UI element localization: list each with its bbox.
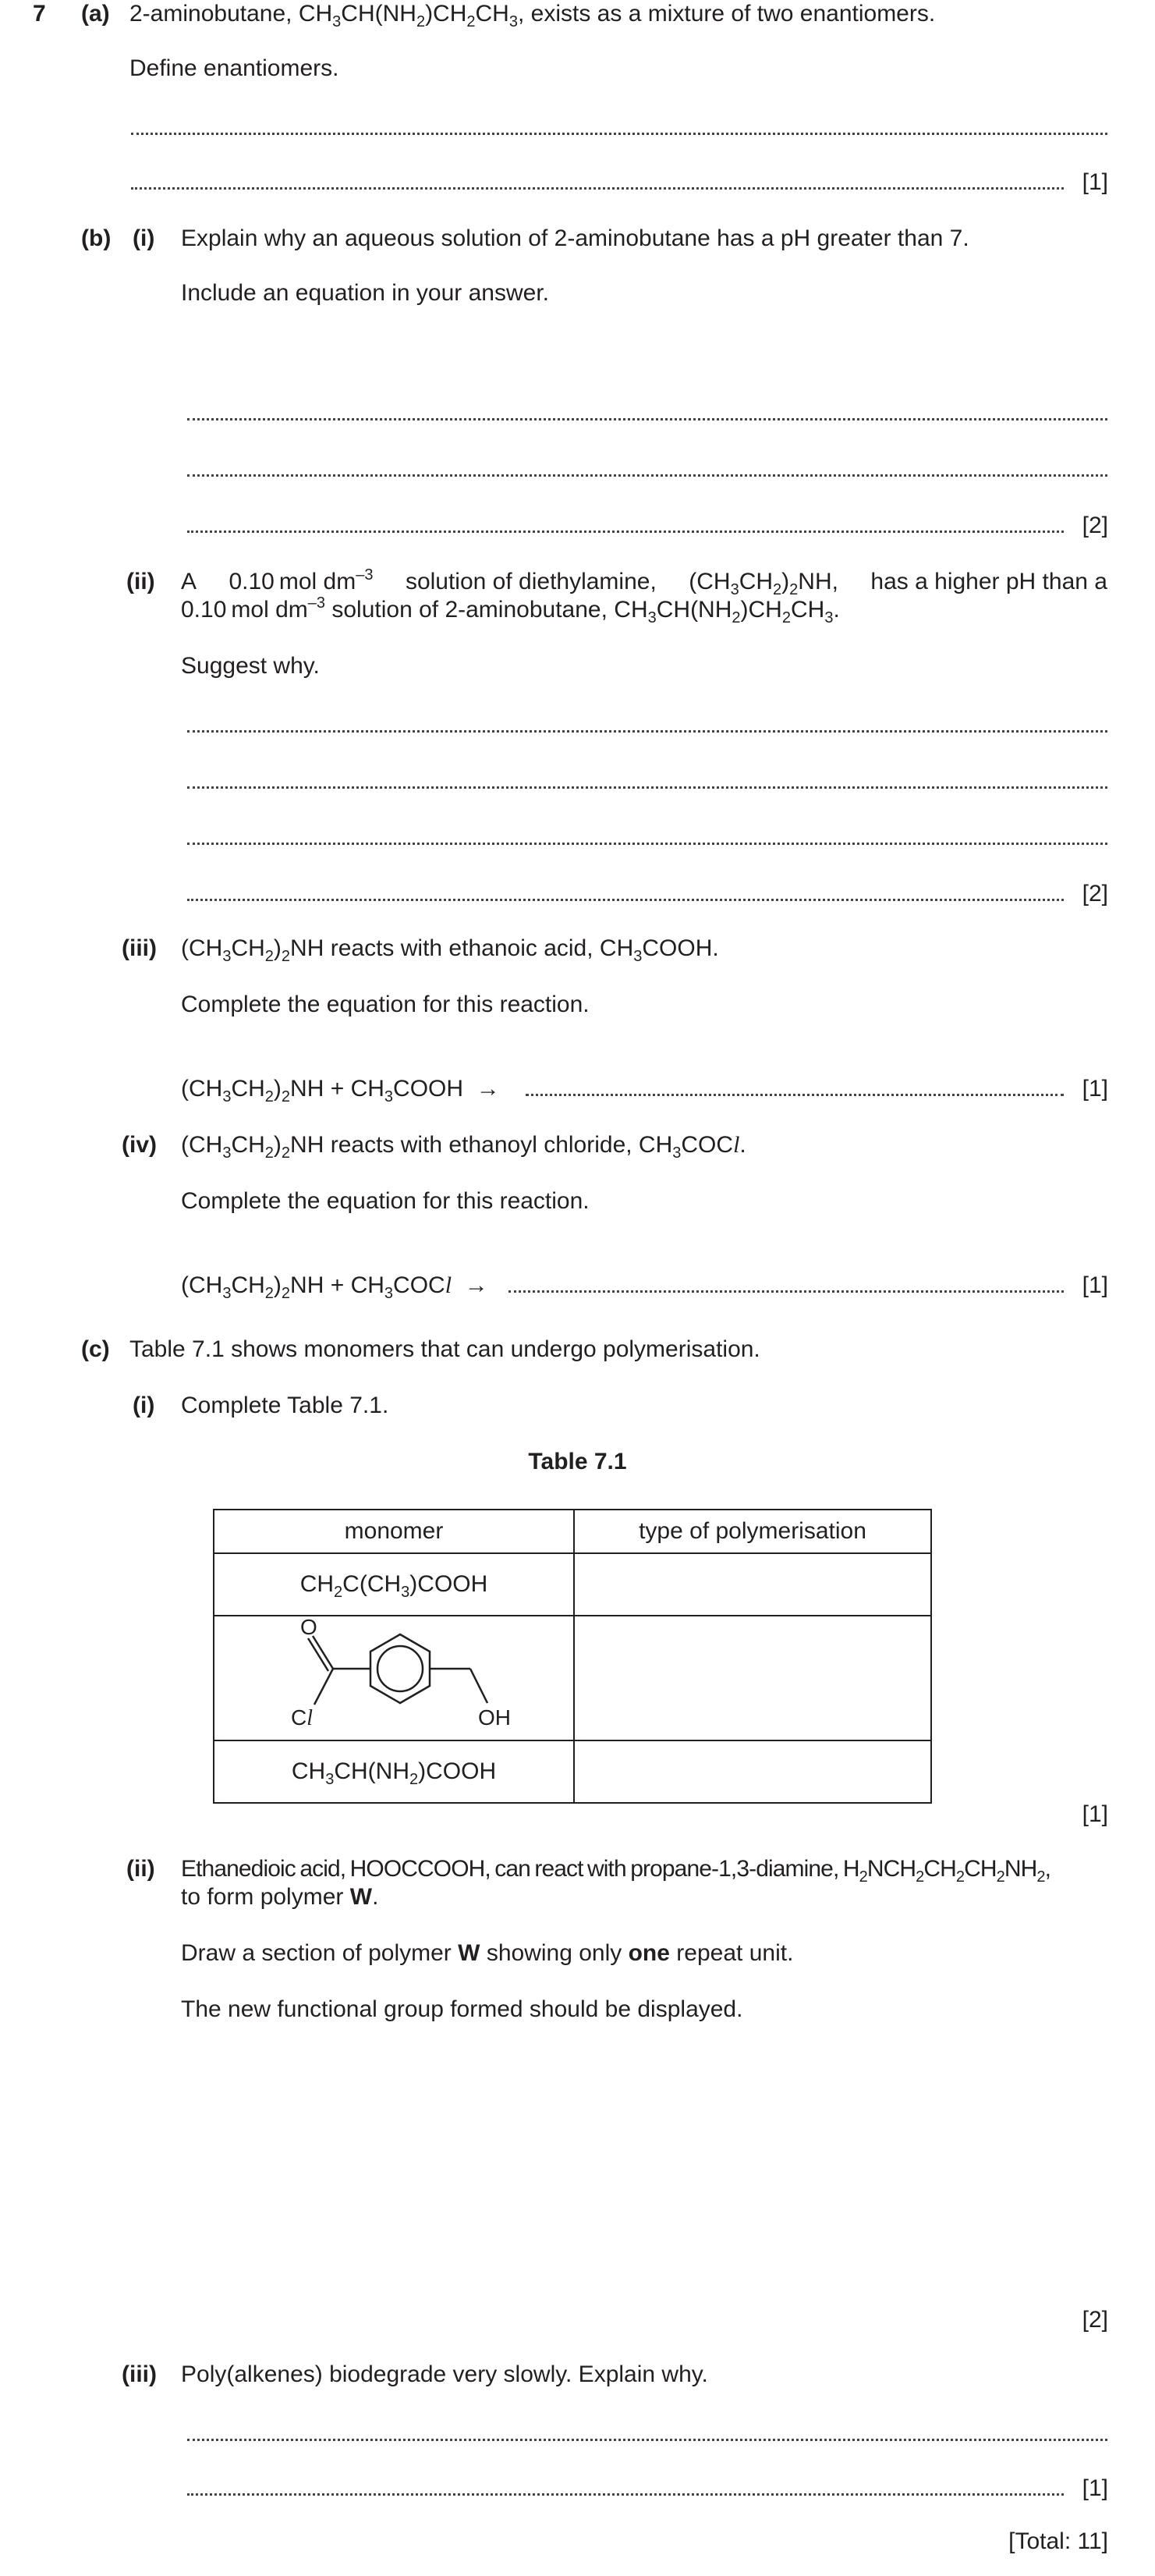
answer-line[interactable] <box>508 1290 1064 1293</box>
question-number: 7 <box>33 1 46 27</box>
equation-reactants: $(CH_3CH_2)_2NH$ + $CH_3COCl$ → <box>181 1272 488 1302</box>
part-b-ii-line2: 0.10 mol $dm^{-3}$ solution of 2-aminobutane, $CH_3CH(NH_2)CH_2CH_3$. <box>181 594 840 626</box>
polymer-letter: W <box>349 1884 373 1910</box>
part-c-ii-line1: Ethanedioic acid, HOOCCOOH, can react with propane-1,3-diamine, $H_2NCH_2CH_2CH_2NH_2$, <box>181 1856 1051 1886</box>
polymer-letter: W <box>458 1940 480 1966</box>
part-c-ii-line2: to form polymer W. <box>181 1884 379 1910</box>
part-c-ii-label: (ii) <box>126 1856 155 1882</box>
table-row <box>214 1553 931 1616</box>
words: has a higher pH than a <box>870 569 1107 594</box>
concentration <box>229 568 373 596</box>
stem-continuation: exists as a mixture of two enantiomers. <box>530 1 936 27</box>
part-c-intro: Table 7.1 shows monomers that can undergo polymerisation. <box>129 1336 760 1362</box>
drawing-area[interactable] <box>181 2044 1107 2294</box>
part-b-iv-mark: [1] <box>1082 1272 1108 1298</box>
answer-line[interactable] <box>187 530 1064 533</box>
answer-line[interactable] <box>526 1094 1064 1096</box>
part-c-i-instruction: Complete Table 7.1. <box>181 1393 389 1418</box>
table-row <box>214 1740 931 1803</box>
compound-name: 2-aminobutane <box>129 1 286 27</box>
part-c-iii-text: Poly(alkenes) biodegrade very slowly. Explain why. <box>181 2361 708 2387</box>
header-polymerisation-type: type of polymerisation <box>574 1510 931 1553</box>
part-c-i-mark: [1] <box>1082 1801 1108 1827</box>
part-b-iii-mark: [1] <box>1082 1076 1108 1102</box>
part-c-ii-instruction <box>181 1939 793 1967</box>
total-marks: [Total: 11] <box>1008 2528 1108 2554</box>
part-a-mark: [1] <box>1082 169 1108 195</box>
answer-line[interactable] <box>131 187 1064 190</box>
part-a-stem: 2-aminobutane, $CH_3CH(NH_2)CH_2CH_3$, exists as a mixture of two enantiomers. <box>129 1 936 30</box>
words: Ethanedioic acid, HOOCCOOH, can react with propane-1,3-diamine, <box>181 1856 839 1882</box>
part-b-ii-mark: [2] <box>1082 881 1108 907</box>
answer-line[interactable] <box>187 474 1107 477</box>
words: showing only <box>486 1940 622 1966</box>
conc-value: 0.10 <box>229 569 275 594</box>
table-title: Table 7.1 <box>528 1449 627 1474</box>
answer-line[interactable] <box>187 2439 1107 2441</box>
part-c-label: (c) <box>81 1336 110 1362</box>
part-c-ii-instruction2: The new functional group formed should be displayed. <box>181 1996 743 2022</box>
answer-cell[interactable] <box>574 1616 931 1740</box>
conc-exponent: –3 <box>307 594 326 612</box>
answer-line[interactable] <box>187 786 1107 789</box>
answer-cell[interactable] <box>574 1553 931 1616</box>
part-b-iv-text: $(CH_3CH_2)_2NH$ reacts with ethanoyl chloride, $CH_3COCl$. <box>181 1132 746 1162</box>
part-b-i-instruction: Include an equation in your answer. <box>181 280 549 306</box>
words: Draw a section of polymer <box>181 1940 452 1966</box>
oxygen-label: O <box>300 1617 317 1639</box>
part-a-instruction: Define enantiomers. <box>129 55 339 81</box>
word: A <box>181 569 197 594</box>
part-c-ii-mark: [2] <box>1082 2307 1108 2333</box>
part-b-ii-instruction: Suggest why. <box>181 653 320 679</box>
part-c-iii-label: (iii) <box>122 2361 157 2387</box>
monomer-structure <box>230 1617 558 1739</box>
monomer-cell: $CH_3CH(NH_2)COOH$ <box>214 1740 574 1803</box>
words: repeat unit. <box>676 1940 794 1966</box>
part-b-iv-instruction: Complete the equation for this reaction. <box>181 1188 590 1214</box>
answer-line[interactable] <box>187 418 1107 420</box>
answer-line[interactable] <box>187 843 1107 845</box>
table-header-row <box>214 1510 931 1553</box>
part-b-iii-instruction: Complete the equation for this reaction. <box>181 992 590 1017</box>
words: solution of diethylamine, <box>405 569 657 594</box>
part-b-i-text: Explain why an aqueous solution of 2-aminobutane has a pH greater than 7. <box>181 225 969 251</box>
conc-exponent: –3 <box>356 566 374 584</box>
answer-line[interactable] <box>187 2493 1064 2496</box>
part-a-label: (a) <box>81 1 110 27</box>
chlorine-label: Cl <box>291 1705 314 1730</box>
answer-line[interactable] <box>131 133 1107 135</box>
part-c-i-label: (i) <box>133 1393 155 1418</box>
conc-unit: mol dm <box>278 569 356 594</box>
part-b-iv-label: (iv) <box>122 1132 157 1158</box>
answer-line[interactable] <box>187 899 1064 901</box>
emphasis: one <box>628 1940 670 1966</box>
words: to form polymer <box>181 1884 344 1910</box>
answer-cell[interactable] <box>574 1740 931 1803</box>
part-b-i-label: (i) <box>133 225 155 251</box>
part-b-iii-text: $(CH_3CH_2)_2NH$ reacts with ethanoic acid, $CH_3COOH$. <box>181 935 719 965</box>
equation-reactants: $(CH_3CH_2)_2NH$ + $CH_3COOH$ → <box>181 1076 500 1105</box>
conc-value: 0.10 <box>181 597 227 623</box>
hydroxyl-label: OH <box>478 1705 511 1730</box>
monomer-cell: $CH_2C(CH_3)COOH$ <box>214 1553 574 1616</box>
part-b-ii-line1 <box>181 568 1107 596</box>
part-b-i-mark: [2] <box>1082 513 1108 538</box>
header-monomer: monomer <box>214 1510 574 1553</box>
part-c-iii-mark: [1] <box>1082 2475 1108 2501</box>
words: reacts with ethanoic acid, <box>330 935 593 961</box>
part-b-ii-label: (ii) <box>126 569 155 594</box>
monomer-table <box>213 1509 932 1804</box>
answer-line[interactable] <box>187 730 1107 733</box>
table-row <box>214 1616 931 1740</box>
formula: $(CH_3CH_2)_2NH$, <box>689 569 838 598</box>
part-b-label: (b) <box>81 225 112 251</box>
part-b-iii-label: (iii) <box>122 935 157 961</box>
words: solution of 2-aminobutane, <box>331 597 608 623</box>
words: reacts with ethanoyl chloride, <box>330 1132 632 1158</box>
conc-unit: mol dm <box>231 597 308 623</box>
monomer-cell <box>214 1616 574 1740</box>
